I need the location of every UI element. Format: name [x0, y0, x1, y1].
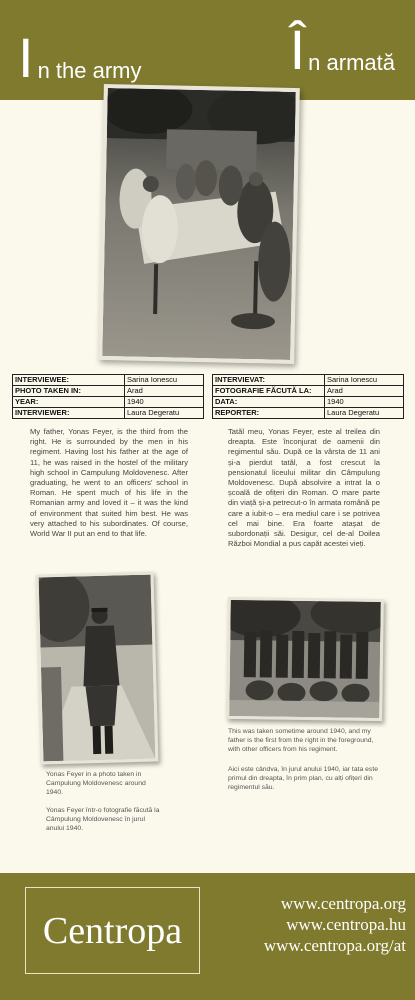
caption-portrait-english: Yonas Feyer in a photo taken in Campulung Moldovenesc around 1940.: [46, 771, 146, 796]
info-value: 1940: [325, 397, 404, 408]
title-ro-initial: Î: [289, 18, 306, 81]
caption-group-romanian: Aici este cândva, în jurul anului 1940, iar tata este primul din dreapta, în prim plan, cu alți ofițeri din regimentul său.: [228, 766, 378, 791]
info-label: YEAR:: [13, 397, 125, 408]
title-en-initial: I: [18, 26, 34, 89]
photo-officers-table: [102, 88, 296, 360]
table-row: [213, 386, 404, 397]
story-text-english: My father, Yonas Feyer, is the third from the right. He is surrounded by the men in his regiment. Having lost his father at the age of 11, he was raised in the hostel of the military high school in Campulung Moldovenesc. After graduating, he went to an officers' school in Roman. He spent much of his life in the Romanian army and loved it – it was the kind of environment that suited him best. He was very attached to his subordinates. Of course, World War II put an end to that life.: [30, 427, 188, 539]
info-table-romanian: [212, 374, 404, 419]
info-label: PHOTO TAKEN IN:: [13, 386, 125, 397]
story-text-romanian: Tatăl meu, Yonas Feyer, este al treilea din dreapta. Este înconjurat de oamenii din regimentul său. După ce la vârsta de 11 ani și-a pierdut tatăl, a fost crescut la pensionatul liceului militar din Câmpulung Moldovenesc. După absolvire a intrat la o școală de ofițeri din Roman. O mare parte din viață și-a petrecut-o în armata română pe care a iubit-o – era mediul care i se potrivea cel mai bine. Era foarte atașat de subordonații săi. Desigur, cel de-al Doilea Război Mondial a pus capăt acestei vieți.: [228, 427, 380, 549]
table-row: [213, 375, 404, 386]
photo-standing-officer: [39, 575, 156, 762]
info-value: Sarina Ionescu: [125, 375, 204, 386]
link-centropa-at[interactable]: www.centropa.org/at: [263, 936, 406, 955]
info-value: Sarina Ionescu: [325, 375, 404, 386]
table-row: [213, 397, 404, 408]
caption-portrait-romanian: Yonas Feyer într-o fotografie făcută la Câmpulung Moldovenesc în jurul anului 1940.: [46, 807, 160, 832]
info-value: Arad: [125, 386, 204, 397]
centropa-logo: [25, 887, 200, 974]
info-value: 1940: [125, 397, 204, 408]
table-row: [213, 408, 404, 419]
info-label: INTERVIEWEE:: [13, 375, 125, 386]
photo-group-of-officers: [229, 600, 381, 718]
info-value: Laura Degeratu: [125, 408, 204, 419]
photo-officer-portrait: [36, 571, 159, 764]
title-en-rest: n the army: [37, 58, 142, 83]
title-english: [18, 26, 142, 89]
link-centropa-hu[interactable]: www.centropa.hu: [286, 915, 406, 934]
info-label: REPORTER:: [213, 408, 325, 419]
table-row: [13, 386, 204, 397]
title-ro-rest: n armată: [308, 50, 395, 75]
caption-group-english: This was taken sometime around 1940, and my father is the first from the right in the foreground, with other officers from his regiment.: [228, 728, 374, 753]
info-label: INTERVIEWER:: [13, 408, 125, 419]
photo-officers-group: [226, 597, 384, 721]
info-label: FOTOGRAFIE FĂCUTĂ LA:: [213, 386, 325, 397]
table-row: [13, 397, 204, 408]
table-row: [13, 408, 204, 419]
table-row: [13, 375, 204, 386]
info-value: Arad: [325, 386, 404, 397]
logo-text: Centropa: [42, 909, 183, 952]
link-centropa-org[interactable]: www.centropa.org: [280, 894, 406, 913]
info-value: Laura Degeratu: [325, 408, 404, 419]
info-label: INTERVIEVAT:: [213, 375, 325, 386]
footer-links: [236, 893, 406, 956]
title-romanian: [289, 18, 395, 81]
main-photo-officers-at-table: [98, 84, 300, 364]
info-table-english: [12, 374, 204, 419]
info-label: DATA:: [213, 397, 325, 408]
